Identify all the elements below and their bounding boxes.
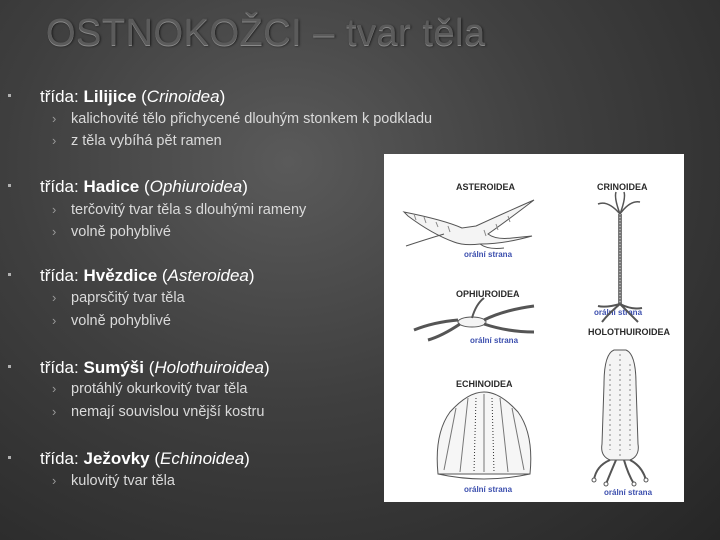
label-oral-side-4: orální strana (464, 485, 513, 494)
class-latin: Asteroidea (167, 266, 249, 285)
echinoderm-body-forms-figure (384, 154, 684, 502)
bullet-dot (8, 273, 11, 276)
class-latin: Crinoidea (146, 87, 220, 106)
class-name: Hvězdice (83, 266, 158, 285)
sea-cucumber-drawing (592, 350, 648, 486)
arrow-icon: › (52, 473, 57, 488)
class-latin: Holothuiroidea (154, 358, 264, 377)
arrow-icon: › (52, 224, 57, 239)
arrow-icon: › (52, 313, 57, 328)
sea-lily-drawing (598, 192, 642, 322)
class-heading-holothuiroidea: třída: Sumýši (Holothuiroidea) (40, 358, 270, 378)
class-latin: Ophiuroidea (149, 177, 243, 196)
arrow-icon: › (52, 111, 57, 126)
class-heading-ophiuroidea: třída: Hadice (Ophiuroidea) (40, 177, 248, 197)
arrow-icon: › (52, 133, 57, 148)
label-holothuiroidea: HOLOTHUIROIDEA (588, 327, 670, 337)
class-label: třída: (40, 177, 79, 196)
class-name: Ježovky (83, 449, 150, 468)
arrow-icon: › (52, 381, 57, 396)
label-oral-side-2: orální strana (594, 308, 643, 317)
arrow-icon: › (52, 290, 57, 305)
label-asteroidea: ASTEROIDEA (456, 182, 516, 192)
label-oral-side-5: orální strana (604, 488, 653, 497)
label-oral-side-1: orální strana (464, 250, 513, 259)
arrow-icon: › (52, 202, 57, 217)
class-heading-crinoidea: třída: Lilijice (Crinoidea) (40, 87, 225, 107)
sea-urchin-drawing (437, 392, 531, 479)
arrow-icon: › (52, 404, 57, 419)
starfish-drawing (404, 200, 534, 249)
label-crinoidea: CRINOIDEA (597, 182, 648, 192)
class-latin: Echinoidea (160, 449, 245, 468)
class-label: třída: (40, 87, 79, 106)
label-echinoidea: ECHINOIDEA (456, 379, 513, 389)
label-oral-side-3: orální strana (470, 336, 519, 345)
class-list: třída: Lilijice (Crinoidea) › kalichovité tělo přichycené dlouhým stonkem k podkladu › z těla vybíhá pět ramen třída: Hadice (Ophiuroidea) › terčovitý tvar těla s dlouhými rameny › volně pohyblivé třída: Hvězdice (Asteroidea) › paprsčitý tvar těla › volně pohyblivé třída: Sumýši (Holothuiroidea) › protáhlý okurkovitý tvar těla › nemají souvislou vnější kostru třída: Ježovky (Echinoidea) › kulovitý tvar těla (0, 0, 720, 540)
brittle-star-drawing (414, 298, 534, 340)
class-heading-asteroidea: třída: Hvězdice (Asteroidea) (40, 266, 255, 286)
bullet-dot (8, 94, 11, 97)
class-label: třída: (40, 266, 79, 285)
bullet-dot (8, 365, 11, 368)
class-name: Lilijice (83, 87, 137, 106)
label-ophiuroidea: OPHIUROIDEA (456, 289, 520, 299)
bullet-dot (8, 456, 11, 459)
class-name: Sumýši (83, 358, 144, 377)
class-name: Hadice (83, 177, 140, 196)
figure-drawing (384, 154, 684, 502)
bullet-dot (8, 184, 11, 187)
class-label: třída: (40, 358, 79, 377)
slide-title: OSTNOKOŽCI – tvar těla (46, 12, 486, 54)
class-label: třída: (40, 449, 79, 468)
class-heading-echinoidea: třída: Ježovky (Echinoidea) (40, 449, 250, 469)
